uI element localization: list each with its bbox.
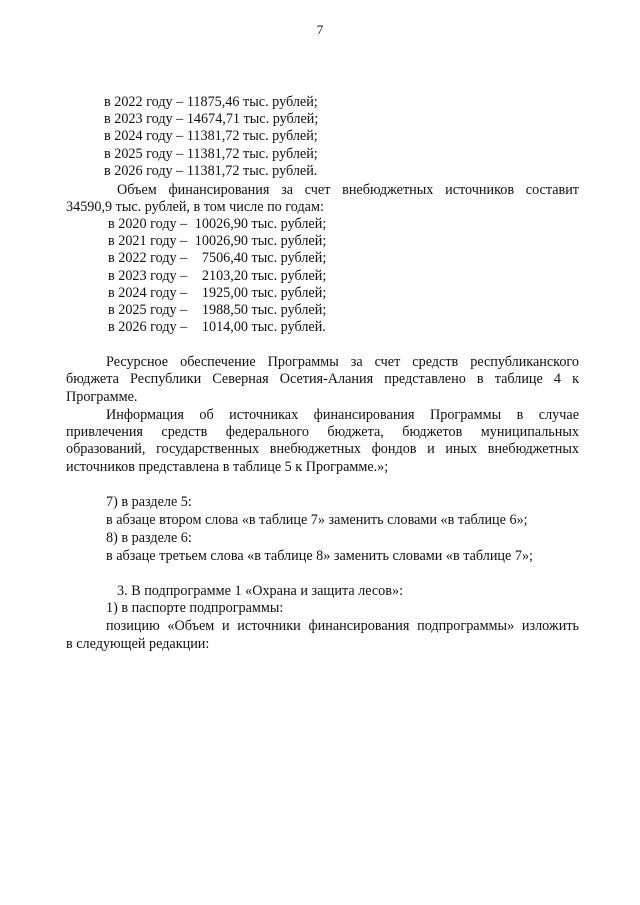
amendment-7-text: в абзаце втором слова «в таблице 7» заменить словами «в таблице 6»;: [106, 512, 528, 528]
budget-line-2025: в 2025 году – 11381,72 тыс. рублей;: [104, 146, 318, 162]
year-amount: 1988,50: [201, 302, 248, 318]
sources-paragraph-line: Информация об источниках финансирования Программы в случае: [106, 407, 579, 423]
extrabudget-intro-line1: Объем финансирования за счет внебюджетных источников составит: [117, 182, 579, 198]
extrabudget-year-row: [108, 216, 326, 233]
sources-paragraph-line: привлечения средств федерального бюджета, бюджетов муниципальных: [66, 424, 579, 440]
year-unit: тыс. рублей;: [251, 250, 327, 266]
amendment-8-heading: 8) в разделе 6:: [106, 530, 192, 546]
year-amount: 1925,00: [201, 285, 248, 301]
extrabudget-year-row: [108, 268, 326, 285]
extrabudget-year-row: [108, 302, 326, 319]
year-label: в 2026 году –: [108, 319, 188, 335]
year-label: в 2020 году –: [108, 216, 188, 232]
subprogram-position-line: в следующей редакции:: [66, 636, 210, 652]
resources-paragraph-line: бюджета Республики Северная Осетия-Алания представлено в таблице 4 к: [66, 371, 579, 387]
extrabudget-intro-line2: 34590,9 тыс. рублей, в том числе по годам:: [66, 199, 324, 215]
amendment-7-heading: 7) в разделе 5:: [106, 494, 192, 510]
year-unit: тыс. рублей.: [251, 319, 326, 335]
extrabudget-year-row: [108, 233, 326, 250]
year-amount: 7506,40: [201, 250, 248, 266]
extrabudget-year-row: [108, 250, 326, 267]
year-unit: тыс. рублей;: [251, 216, 327, 232]
year-amount: 10026,90: [194, 216, 248, 232]
budget-line-2024: в 2024 году – 11381,72 тыс. рублей;: [104, 128, 318, 144]
year-label: в 2023 году –: [108, 268, 188, 284]
year-unit: тыс. рублей;: [251, 302, 327, 318]
resources-paragraph-line: Ресурсное обеспечение Программы за счет средств республиканского: [106, 354, 579, 370]
year-label: в 2024 году –: [108, 285, 188, 301]
year-unit: тыс. рублей;: [251, 268, 327, 284]
resources-paragraph-line: Программе.: [66, 389, 138, 405]
year-unit: тыс. рублей;: [251, 233, 327, 249]
page-number: 7: [316, 22, 324, 37]
amendment-8-text: в абзаце третьем слова «в таблице 8» заменить словами «в таблице 7»;: [106, 548, 533, 564]
subprogram-heading: 3. В подпрограмме 1 «Охрана и защита лесов»:: [117, 583, 404, 599]
extrabudget-year-row: [108, 285, 326, 302]
budget-line-2023: в 2023 году – 14674,71 тыс. рублей;: [104, 111, 319, 127]
year-amount: 1014,00: [201, 319, 248, 335]
budget-line-2022: в 2022 году – 11875,46 тыс. рублей;: [104, 94, 318, 110]
sources-paragraph-line: источников представлена в таблице 5 к Программе.»;: [66, 459, 389, 475]
year-amount: 2103,20: [201, 268, 248, 284]
year-label: в 2025 году –: [108, 302, 188, 318]
budget-line-2026: в 2026 году – 11381,72 тыс. рублей.: [104, 163, 318, 179]
sources-paragraph-line: образований, государственных внебюджетных фондов и иных внебюджетных: [66, 441, 579, 457]
year-label: в 2022 году –: [108, 250, 188, 266]
year-amount: 10026,90: [194, 233, 248, 249]
year-unit: тыс. рублей;: [251, 285, 327, 301]
extrabudget-year-row: [108, 319, 326, 336]
subprogram-item: 1) в паспорте подпрограммы:: [106, 600, 284, 616]
year-label: в 2021 году –: [108, 233, 188, 249]
subprogram-position-line: позицию «Объем и источники финансирования подпрограммы» изложить: [106, 618, 579, 634]
